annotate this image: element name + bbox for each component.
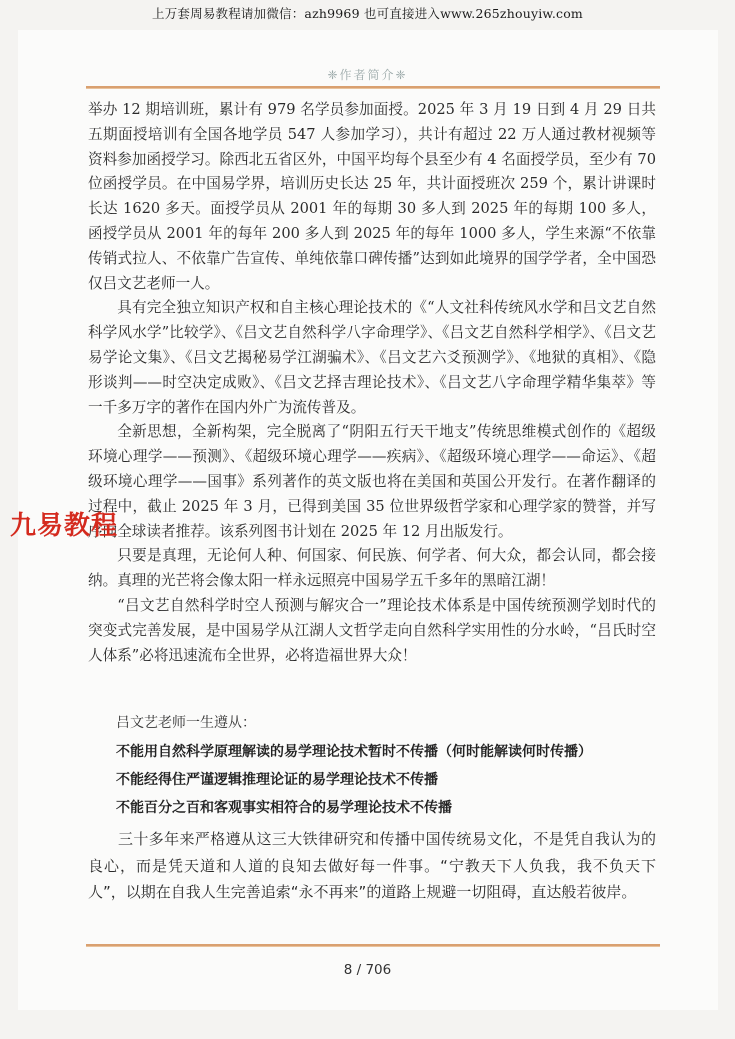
section-header: ❈作者简介❈	[327, 68, 408, 82]
body-text	[88, 98, 656, 668]
paragraph: 只要是真理，无论何人种、何国家、何民族、何学者、何大众，都会认同，都会接纳。真理的光芒将会像太阳一样永远照亮中国易学五千多年的黑暗江湖！	[88, 547, 656, 590]
motto-rule: 不能经得住严谨逻辑推理论证的易学理论技术不传播	[116, 772, 438, 788]
paragraph: 具有完全独立知识产权和自主核心理论技术的《“人文社科传统风水学和吕文艺自然科学风水学”比较学》、《吕文艺自然科学八字命理学》、《吕文艺自然科学相学》、《吕文艺易学论文集》、《吕文艺揭秘易学江湖骗术》、《吕文艺六爻预测学》、《地狱的真相》、《隐形谈判——时空决定成败》、《吕文艺择吉理论技术》、《吕文艺八字命理学精华集萃》等一千多万字的著作在国内外广为流传普及。	[88, 299, 656, 416]
closing-paragraph: 三十多年来严格遵从这三大铁律研究和传播中国传统易文化，不是凭自我认为的良心，而是凭天道和人道的良知去做好每一件事。“宁教天下人负我，我不负天下人”，以期在自我人生完善追索“永不再来”的道路上规避一切阻碍，直达般若彼岸。	[88, 830, 656, 901]
footer-divider	[86, 944, 660, 947]
watermark-stamp: 九易教程	[10, 511, 119, 541]
paragraph: 全新思想，全新构架，完全脱离了“阴阳五行天干地支”传统思维模式创作的《超级环境心理学——预测》、《超级环境心理学——疾病》、《超级环境心理学——命运》、《超级环境心理学——国事》系列著作的英文版也将在美国和英国公开发行。在著作翻译的过程中，截止 2025 年 3 月，已得到美国 35 位世界级哲学家和心理学家的赞誉，并写序向全球读者推荐。该系列图书计划在 2025 年 12 月出版发行。	[88, 423, 656, 540]
motto-lead: 吕文艺老师一生遵从：	[116, 715, 256, 731]
header-divider	[86, 86, 660, 89]
motto-block	[88, 712, 656, 825]
motto-rule: 不能用自然科学原理解读的易学理论技术暂时不传播（何时能解读何时传播）	[116, 744, 592, 760]
page-number: 8 / 706	[343, 962, 392, 978]
closing-text	[88, 826, 656, 906]
paragraph: “吕文艺自然科学时空人预测与解灾合一”理论技术体系是中国传统预测学划时代的突变式完善发展，是中国易学从江湖人文哲学走向自然科学实用性的分水岭，“吕氏时空人体系”必将迅速流布全世界，必将造福世界大众！	[88, 596, 656, 664]
paragraph: 举办 12 期培训班，累计有 979 名学员参加面授。2025 年 3 月 19 日到 4 月 29 日共五期面授培训有全国各地学员 547 人参加学习），共计有超过 22 万人通过教材视频等资料参加函授学习。除西北五省区外，中国平均每个县至少有 4 名面授学员，至少有 70 位函授学员。在中国易学界，培训历史长达 25 年，共计面授班次 259 个，累计讲课时长达 1620 多天。面授学员从 2001 年的每期 30 多人到 2025 年的每期 100 多人，函授学员从 2001 年的每年 200 多人到 2025 年的每年 1000 多人，学生来源“不依靠传销式拉人、不依靠广告宣传、单纯依靠口碑传播”达到如此境界的国学学者，全中国恐仅吕文艺老师一人。	[88, 101, 656, 292]
top-banner: 上万套周易教程请加微信：azh9969 也可直接进入www.265zhouyiw.com	[152, 6, 583, 21]
motto-rule: 不能百分之百和客观事实相符合的易学理论技术不传播	[116, 800, 452, 816]
